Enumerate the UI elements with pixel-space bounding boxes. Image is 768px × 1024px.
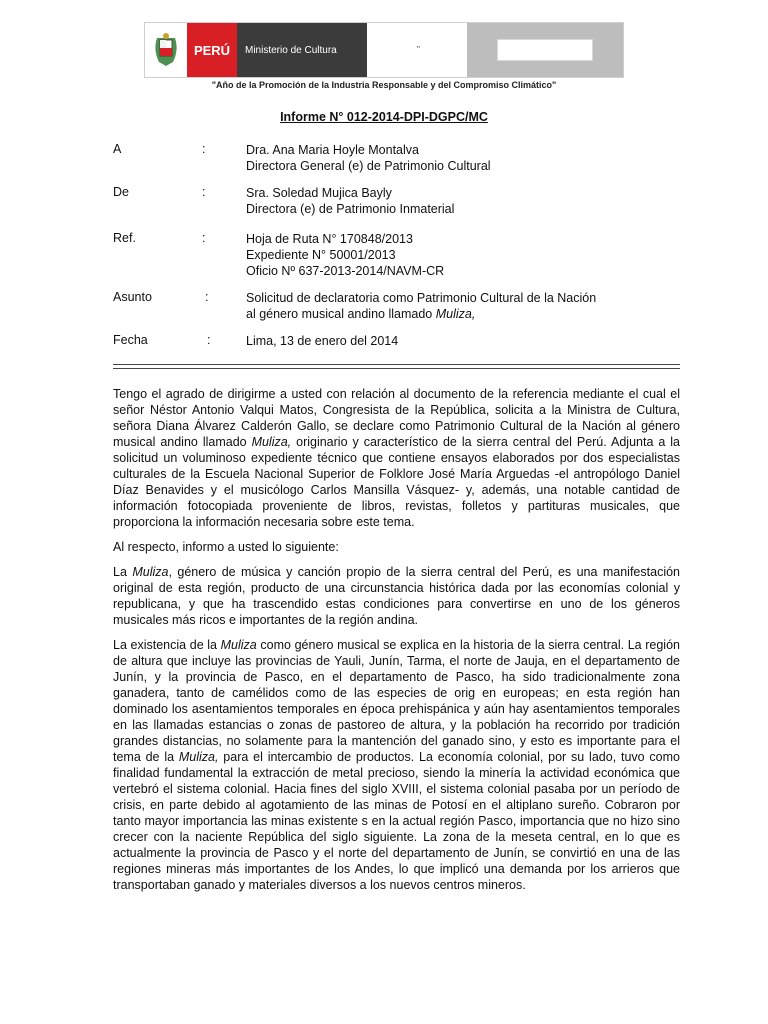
coat-of-arms-icon [145,23,187,77]
field-value: Dra. Ana Maria Hoyle Montalva [246,143,419,157]
divider-line [113,368,680,369]
field-value: al género musical andino llamado Muliza, [246,307,476,321]
field-colon: : [205,290,209,304]
field-value: Solicitud de declaratoria como Patrimonio Cultural de la Nación [246,291,597,305]
field-label: Fecha [113,333,148,347]
year-motto: "Año de la Promoción de la Industria Responsable y del Compromiso Climático" [211,80,557,90]
banner-right-section [467,23,623,77]
ministry-label: Ministerio de Cultura [237,23,367,77]
genre-name: Muliza [220,638,257,652]
paragraph: Tengo el agrado de dirigirme a usted con relación al documento de la referencia mediante el cual el señor Néstor Antonio Valqui Matos, Congresista de la República, solicita a la Ministra de Cultura, señora Diana Álvarez Calderón Gallo, se declare como Patrimonio Cultural de la Nación al género musical andino llamado Muliza, originario y característico de la sierra central del Perú. Adjunta a la solicitud un voluminoso expediente técnico que contiene ensayos elaborados por dos especialistas culturales de la Escuela Nacional Superior de Folklore José María Arguedas -el antropólogo Daniel Díaz Benavides y el musicólogo Carlos Mansilla Vásquez- y, además, una notable cantidad de información fotocopiada proveniente de libros, revistas, folletos y partituras musicales, que proporciona la información necesaria sobre este tema. [113,387,680,529]
field-label: Asunto [113,290,152,304]
field-colon: : [202,142,206,156]
field-colon: : [202,185,206,199]
field-value: Lima, 13 de enero del 2014 [246,334,399,348]
paragraph: La existencia de la Muliza como género musical se explica en la historia de la sierra central. La región de altura que incluye las provincias de Yauli, Junín, Tarma, el norte de Jauja, en el departamento de Junín, y la provincia de Pasco, en el departamento de Pasco, ha sido tradicionalmente zona ganadera, tanto de camélidos como de las especies de orig en europeas; en esta región han dominado los asentamientos temporales en época prehispánica y aún hay asentamientos temporales en las llamadas estancias o zonas de pastoreo de altura, y la población ha recorrido por tradición grandes distancias, no solamente para la mantención del ganado sino, y esto es importante para el tema de la Muliza, para el intercambio de productos. La economía colonial, por su lado, tuvo como finalidad fundamental la extracción de metal precioso, siendo la minería la actividad económica que vertebró el sistema colonial. Hacia fines del siglo XVIII, el sistema colonial pasaba por un período de crisis, en parte debido al agotamiento de las minas de Potosí en el altiplano sureño. Cobraron por tanto mayor importancia las minas existente s en la actual región Pasco, importancia que no hizo sino crecer con la naciente República del siglo siguiente. La zona de la meseta central, en lo que es actualmente la provincia de Pasco y el norte del departamento de Junín, se convirtió en una de las regiones mineras más importantes de los Andes, lo que implicó una demanda por los arrieros que transportaban ganado y materiales diversos a los nuevos centros mineros. [113,638,680,892]
field-label: Ref. [113,231,136,245]
field-value: Directora General (e) de Patrimonio Cultural [246,159,491,173]
banner-right-box [497,39,593,61]
field-value: Directora (e) de Patrimonio Inmaterial [246,202,455,216]
country-label: PERÚ [187,23,237,77]
field-colon: : [202,231,206,245]
genre-name: Muliza [132,565,169,579]
document-title: Informe N° 012-2014-DPI-DGPC/MC [280,110,488,124]
field-value: Oficio Nº 637-2013-2014/NAVM-CR [246,264,445,278]
field-label: A [113,142,122,156]
paragraph: La Muliza, género de música y canción propio de la sierra central del Perú, es una manifestación original de esta región, producto de una circunstancia histórica dada por las economías colonial y republicana, y que ha trascendido estas condiciones para convertirse en uno de los géneros musicales más ricos e importantes de la región andina. [113,565,680,627]
header-banner [144,22,624,78]
field-value: Sra. Soledad Mujica Bayly [246,186,392,200]
paragraph: Al respecto, informo a usted lo siguiente: [113,540,339,554]
divider-line [113,364,680,365]
banner-blank-section [367,23,467,77]
field-colon: : [207,333,211,347]
separator-mark: " [417,45,420,54]
field-value: Expediente N° 50001/2013 [246,248,396,262]
field-label: De [113,185,129,199]
genre-name: Muliza, [178,750,219,764]
field-value: Hoja de Ruta N° 170848/2013 [246,232,413,246]
report-body [113,386,680,902]
genre-name: Muliza, [251,435,292,449]
genre-name: Muliza, [435,307,476,321]
